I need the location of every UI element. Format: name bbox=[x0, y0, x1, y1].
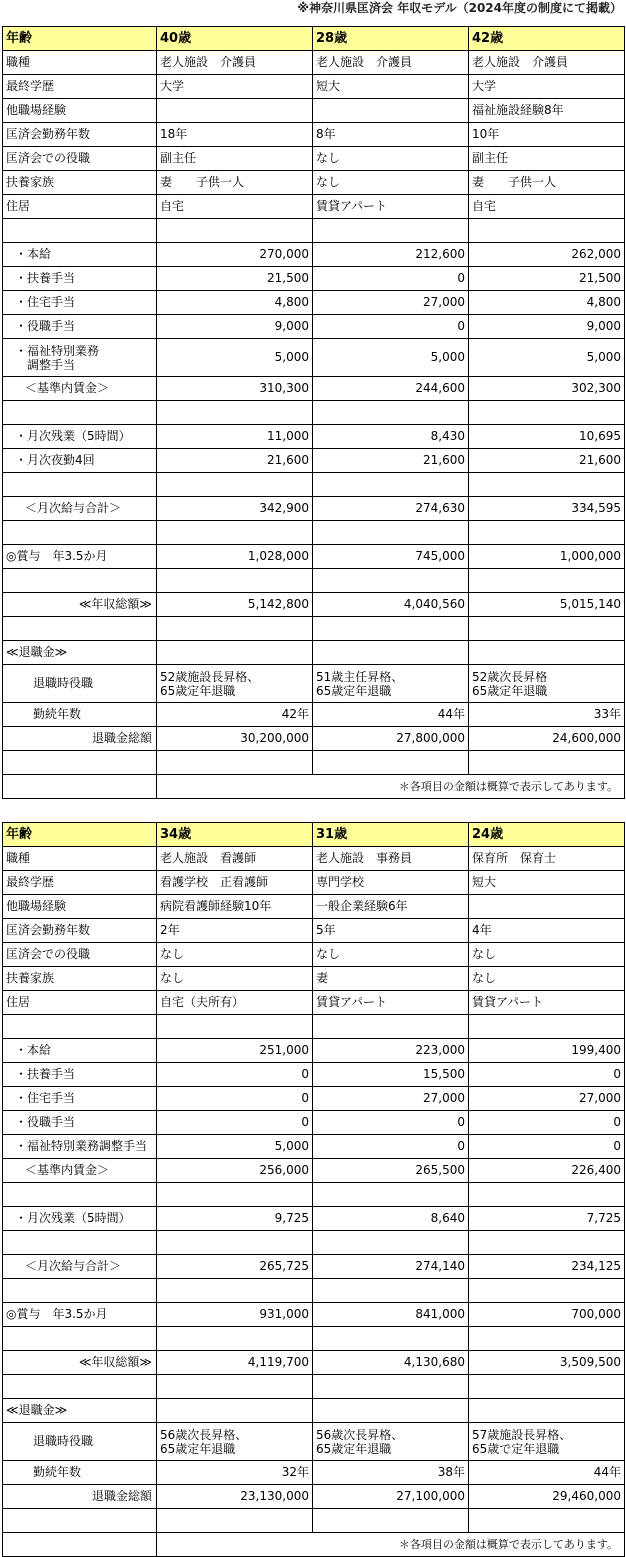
row-label: 退職金総額 bbox=[3, 1485, 157, 1509]
row-label: 匡済会勤務年数 bbox=[3, 123, 157, 147]
row-years bbox=[3, 123, 625, 147]
cell: 自宅 bbox=[157, 195, 313, 219]
cell: 265,725 bbox=[157, 1255, 313, 1279]
row-label: ・役職手当 bbox=[3, 315, 157, 339]
cell: 大学 bbox=[469, 75, 625, 99]
cell: 妻 子供一人 bbox=[157, 171, 313, 195]
cell: なし bbox=[469, 967, 625, 991]
row-other-experience bbox=[3, 895, 625, 919]
row-other-experience bbox=[3, 99, 625, 123]
row-label: ≪退職金≫ bbox=[3, 1399, 157, 1423]
row-monthly-total bbox=[3, 1255, 625, 1279]
cell: 21,500 bbox=[469, 267, 625, 291]
row-label: ≪退職金≫ bbox=[3, 641, 157, 665]
cell: 4,119,700 bbox=[157, 1351, 313, 1375]
row-label: 勤続年数 bbox=[3, 703, 157, 727]
cell: 自宅（夫所有） bbox=[157, 991, 313, 1015]
row-label: ◎賞与 年3.5か月 bbox=[3, 545, 157, 569]
cell: 8,430 bbox=[313, 425, 469, 449]
cell: 342,900 bbox=[157, 497, 313, 521]
cell: 270,000 bbox=[157, 243, 313, 267]
blank-row bbox=[3, 1509, 625, 1533]
row-label: 最終学歴 bbox=[3, 871, 157, 895]
row-dependents bbox=[3, 967, 625, 991]
row-label: 退職時役職 bbox=[3, 1423, 157, 1461]
blank-row bbox=[3, 751, 625, 775]
header-age-col2: 28歳 bbox=[313, 27, 469, 51]
cell: 0 bbox=[157, 1111, 313, 1135]
row-annual-total bbox=[3, 1351, 625, 1375]
row-base-pay bbox=[3, 1039, 625, 1063]
row-bonus bbox=[3, 1303, 625, 1327]
cell: 老人施設 介護員 bbox=[157, 51, 313, 75]
row-label: 退職金総額 bbox=[3, 727, 157, 751]
note-row bbox=[3, 775, 625, 799]
cell: 短大 bbox=[469, 871, 625, 895]
cell: 23,130,000 bbox=[157, 1485, 313, 1509]
cell: 38年 bbox=[313, 1461, 469, 1485]
blank-row bbox=[3, 1327, 625, 1351]
cell: 841,000 bbox=[313, 1303, 469, 1327]
cell: 4,130,680 bbox=[313, 1351, 469, 1375]
header-age-col3: 42歳 bbox=[469, 27, 625, 51]
cell: 10年 bbox=[469, 123, 625, 147]
row-label: 住居 bbox=[3, 991, 157, 1015]
footnote: ＊各項目の金額は概算で表示してあります。 bbox=[157, 775, 625, 799]
row-label: ◎賞与 年3.5か月 bbox=[3, 1303, 157, 1327]
cell: 保育所 保育士 bbox=[469, 847, 625, 871]
cell: 賃貸アパート bbox=[313, 991, 469, 1015]
row-welfare-allowance bbox=[3, 339, 625, 377]
footnote: ＊各項目の金額は概算で表示してあります。 bbox=[157, 1533, 625, 1557]
cell: 5,000 bbox=[157, 1135, 313, 1159]
cell: 29,460,000 bbox=[469, 1485, 625, 1509]
row-family-allowance bbox=[3, 267, 625, 291]
cell: 334,595 bbox=[469, 497, 625, 521]
header-age-label: 年齢 bbox=[3, 823, 157, 847]
cell: 8年 bbox=[313, 123, 469, 147]
row-position bbox=[3, 943, 625, 967]
cell: 32年 bbox=[157, 1461, 313, 1485]
row-label: 職種 bbox=[3, 51, 157, 75]
cell: 27,800,000 bbox=[313, 727, 469, 751]
cell: 310,300 bbox=[157, 377, 313, 401]
cell: 251,000 bbox=[157, 1039, 313, 1063]
cell: 244,600 bbox=[313, 377, 469, 401]
blank-row bbox=[3, 401, 625, 425]
header-age-label: 年齢 bbox=[3, 27, 157, 51]
row-label: ・福祉特別業務 調整手当 bbox=[3, 339, 157, 377]
row-standard-wage bbox=[3, 1159, 625, 1183]
row-housing-allowance bbox=[3, 291, 625, 315]
cell: 5,015,140 bbox=[469, 593, 625, 617]
cell: 56歳次長昇格、 65歳定年退職 bbox=[313, 1423, 469, 1461]
cell: 51歳主任昇格、 65歳定年退職 bbox=[313, 665, 469, 703]
row-label: 勤続年数 bbox=[3, 1461, 157, 1485]
blank-row bbox=[3, 569, 625, 593]
cell: 3,509,500 bbox=[469, 1351, 625, 1375]
cell: 妻 bbox=[313, 967, 469, 991]
cell: 226,400 bbox=[469, 1159, 625, 1183]
cell: 42年 bbox=[157, 703, 313, 727]
cell: なし bbox=[313, 147, 469, 171]
cell: 10,695 bbox=[469, 425, 625, 449]
cell: 老人施設 事務員 bbox=[313, 847, 469, 871]
cell: 自宅 bbox=[469, 195, 625, 219]
cell: 短大 bbox=[313, 75, 469, 99]
cell: 1,000,000 bbox=[469, 545, 625, 569]
cell: 745,000 bbox=[313, 545, 469, 569]
cell: 看護学校 正看護師 bbox=[157, 871, 313, 895]
row-label: 匡済会勤務年数 bbox=[3, 919, 157, 943]
cell: 21,600 bbox=[469, 449, 625, 473]
blank-row bbox=[3, 473, 625, 497]
row-overtime bbox=[3, 425, 625, 449]
row-label: ・住宅手当 bbox=[3, 1087, 157, 1111]
row-night-shift bbox=[3, 449, 625, 473]
blank-row bbox=[3, 617, 625, 641]
cell: 274,140 bbox=[313, 1255, 469, 1279]
row-retirement-total bbox=[3, 727, 625, 751]
row-label: ＜月次給与合計＞ bbox=[3, 497, 157, 521]
row-label: ・月次夜勤4回 bbox=[3, 449, 157, 473]
cell: 27,000 bbox=[469, 1087, 625, 1111]
cell: 5年 bbox=[313, 919, 469, 943]
cell: 256,000 bbox=[157, 1159, 313, 1183]
row-retirement-section bbox=[3, 641, 625, 665]
cell: 27,000 bbox=[313, 1087, 469, 1111]
row-retirement-section bbox=[3, 1399, 625, 1423]
blank-row bbox=[3, 1375, 625, 1399]
row-service-years bbox=[3, 1461, 625, 1485]
row-job bbox=[3, 847, 625, 871]
cell: 223,000 bbox=[313, 1039, 469, 1063]
row-housing bbox=[3, 991, 625, 1015]
row-position bbox=[3, 147, 625, 171]
cell: 18年 bbox=[157, 123, 313, 147]
cell bbox=[313, 99, 469, 123]
row-housing-allowance bbox=[3, 1087, 625, 1111]
cell: 27,100,000 bbox=[313, 1485, 469, 1509]
cell: なし bbox=[313, 171, 469, 195]
cell: 56歳次長昇格、 65歳定年退職 bbox=[157, 1423, 313, 1461]
row-label: ＜月次給与合計＞ bbox=[3, 1255, 157, 1279]
row-label: ＜基準内賃金＞ bbox=[3, 377, 157, 401]
cell: 274,630 bbox=[313, 497, 469, 521]
cell: 一般企業経験6年 bbox=[313, 895, 469, 919]
header-age-col1: 34歳 bbox=[157, 823, 313, 847]
cell: なし bbox=[469, 943, 625, 967]
cell: 賃貸アパート bbox=[313, 195, 469, 219]
row-label: 最終学歴 bbox=[3, 75, 157, 99]
cell: 15,500 bbox=[313, 1063, 469, 1087]
row-label: ・住宅手当 bbox=[3, 291, 157, 315]
row-label: 扶養家族 bbox=[3, 171, 157, 195]
row-label: 住居 bbox=[3, 195, 157, 219]
cell: 5,142,800 bbox=[157, 593, 313, 617]
row-job bbox=[3, 51, 625, 75]
cell: 44年 bbox=[469, 1461, 625, 1485]
row-base-pay bbox=[3, 243, 625, 267]
cell: 老人施設 介護員 bbox=[469, 51, 625, 75]
row-service-years bbox=[3, 703, 625, 727]
row-bonus bbox=[3, 545, 625, 569]
row-label: ・本給 bbox=[3, 243, 157, 267]
cell: 262,000 bbox=[469, 243, 625, 267]
cell: 5,000 bbox=[157, 339, 313, 377]
cell: 57歳施設長昇格、 65歳で定年退職 bbox=[469, 1423, 625, 1461]
cell: 9,000 bbox=[469, 315, 625, 339]
cell: 老人施設 看護師 bbox=[157, 847, 313, 871]
cell: 1,028,000 bbox=[157, 545, 313, 569]
cell: 4,040,560 bbox=[313, 593, 469, 617]
row-retirement-position bbox=[3, 1423, 625, 1461]
cell: 妻 子供一人 bbox=[469, 171, 625, 195]
cell: 21,600 bbox=[313, 449, 469, 473]
row-label: ・扶養手当 bbox=[3, 267, 157, 291]
row-label: ・役職手当 bbox=[3, 1111, 157, 1135]
cell: 33年 bbox=[469, 703, 625, 727]
cell: 302,300 bbox=[469, 377, 625, 401]
caption-note: ※神奈川県匡済会 年収モデル（2024年度の制度にて掲載） bbox=[297, 1, 622, 15]
header-age-col1: 40歳 bbox=[157, 27, 313, 51]
row-label: ・本給 bbox=[3, 1039, 157, 1063]
row-housing bbox=[3, 195, 625, 219]
row-label: 職種 bbox=[3, 847, 157, 871]
cell: なし bbox=[313, 943, 469, 967]
cell: 賃貸アパート bbox=[469, 991, 625, 1015]
row-label: 扶養家族 bbox=[3, 967, 157, 991]
row-label: ＜基準内賃金＞ bbox=[3, 1159, 157, 1183]
row-dependents bbox=[3, 171, 625, 195]
row-education bbox=[3, 871, 625, 895]
row-label: 匡済会での役職 bbox=[3, 147, 157, 171]
row-position-allowance bbox=[3, 315, 625, 339]
row-welfare-allowance bbox=[3, 1135, 625, 1159]
row-label: ≪年収総額≫ bbox=[3, 593, 157, 617]
blank-row bbox=[3, 521, 625, 545]
cell: 0 bbox=[313, 315, 469, 339]
cell: 福祉施設経験8年 bbox=[469, 99, 625, 123]
cell: 4年 bbox=[469, 919, 625, 943]
cell: 大学 bbox=[157, 75, 313, 99]
row-family-allowance bbox=[3, 1063, 625, 1087]
cell: 0 bbox=[469, 1135, 625, 1159]
cell: 5,000 bbox=[469, 339, 625, 377]
cell: 44年 bbox=[313, 703, 469, 727]
cell: 52歳次長昇格 65歳定年退職 bbox=[469, 665, 625, 703]
row-label: 他職場経験 bbox=[3, 895, 157, 919]
cell: 265,500 bbox=[313, 1159, 469, 1183]
row-standard-wage bbox=[3, 377, 625, 401]
cell: 8,640 bbox=[313, 1207, 469, 1231]
cell: 副主任 bbox=[469, 147, 625, 171]
row-label: 匡済会での役職 bbox=[3, 943, 157, 967]
cell: 0 bbox=[469, 1111, 625, 1135]
cell: 病院看護師経験10年 bbox=[157, 895, 313, 919]
cell: 9,725 bbox=[157, 1207, 313, 1231]
row-label: ≪年収総額≫ bbox=[3, 1351, 157, 1375]
salary-model-table-2 bbox=[2, 822, 625, 1557]
cell: 2年 bbox=[157, 919, 313, 943]
cell: 21,500 bbox=[157, 267, 313, 291]
table-header-row bbox=[3, 27, 625, 51]
cell: 副主任 bbox=[157, 147, 313, 171]
note-row bbox=[3, 1533, 625, 1557]
row-label: ・福祉特別業務調整手当 bbox=[3, 1135, 157, 1159]
cell: 27,000 bbox=[313, 291, 469, 315]
blank-row bbox=[3, 1231, 625, 1255]
row-label: ・扶養手当 bbox=[3, 1063, 157, 1087]
cell: 199,400 bbox=[469, 1039, 625, 1063]
cell: 234,125 bbox=[469, 1255, 625, 1279]
row-retirement-total bbox=[3, 1485, 625, 1509]
row-label: ・月次残業（5時間） bbox=[3, 425, 157, 449]
cell: 4,800 bbox=[157, 291, 313, 315]
row-label: 他職場経験 bbox=[3, 99, 157, 123]
row-position-allowance bbox=[3, 1111, 625, 1135]
blank-row bbox=[3, 1015, 625, 1039]
cell: 0 bbox=[313, 267, 469, 291]
header-age-col2: 31歳 bbox=[313, 823, 469, 847]
row-annual-total bbox=[3, 593, 625, 617]
cell: 700,000 bbox=[469, 1303, 625, 1327]
row-retirement-position bbox=[3, 665, 625, 703]
cell: 24,600,000 bbox=[469, 727, 625, 751]
cell: 7,725 bbox=[469, 1207, 625, 1231]
cell bbox=[469, 895, 625, 919]
header-age-col3: 24歳 bbox=[469, 823, 625, 847]
cell: 0 bbox=[157, 1063, 313, 1087]
cell: 52歳施設長昇格、 65歳定年退職 bbox=[157, 665, 313, 703]
cell: 212,600 bbox=[313, 243, 469, 267]
table-header-row bbox=[3, 823, 625, 847]
cell: 5,000 bbox=[313, 339, 469, 377]
cell: 0 bbox=[313, 1135, 469, 1159]
blank-row bbox=[3, 1183, 625, 1207]
cell: 9,000 bbox=[157, 315, 313, 339]
cell: 0 bbox=[469, 1063, 625, 1087]
blank-row bbox=[3, 219, 625, 243]
row-label: ・月次残業（5時間） bbox=[3, 1207, 157, 1231]
cell: 老人施設 介護員 bbox=[313, 51, 469, 75]
cell: 専門学校 bbox=[313, 871, 469, 895]
cell: 11,000 bbox=[157, 425, 313, 449]
row-years bbox=[3, 919, 625, 943]
row-label: 退職時役職 bbox=[3, 665, 157, 703]
cell: 0 bbox=[313, 1111, 469, 1135]
cell: 21,600 bbox=[157, 449, 313, 473]
cell: 30,200,000 bbox=[157, 727, 313, 751]
blank-row bbox=[3, 1279, 625, 1303]
row-overtime bbox=[3, 1207, 625, 1231]
cell: 0 bbox=[157, 1087, 313, 1111]
cell: 931,000 bbox=[157, 1303, 313, 1327]
cell: なし bbox=[157, 967, 313, 991]
salary-model-table-1 bbox=[2, 26, 625, 799]
cell bbox=[157, 99, 313, 123]
cell: なし bbox=[157, 943, 313, 967]
row-education bbox=[3, 75, 625, 99]
cell: 4,800 bbox=[469, 291, 625, 315]
row-monthly-total bbox=[3, 497, 625, 521]
